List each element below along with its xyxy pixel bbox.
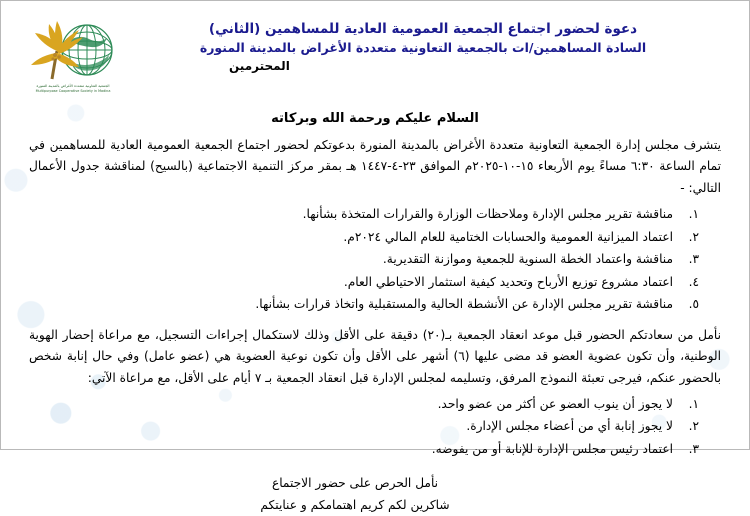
closing-line-2: شاكرين لكم كريم اهتمامكم و عنايتكم xyxy=(260,497,450,512)
list-item: مناقشة تقرير مجلس الإدارة وملاحظات الوزارة والقرارات المتخذة بشأنها. xyxy=(302,207,673,222)
list-item: اعتماد الميزانية العمومية والحسابات الختامية للعام المالي ٢٠٢٤م. xyxy=(343,229,673,244)
logo-graphic xyxy=(25,17,121,83)
respect-word: المحترمين xyxy=(229,59,290,73)
logo-caption xyxy=(25,84,121,93)
intro-paragraph: يتشرف مجلس إدارة الجمعية التعاونية متعددة الأغراض بالمدينة المنورة بدعوتكم لحضور اجتماع الجمعية العمومية العادية للمساهمين في تمام الساعة ٦:٣٠ مساءً يوم الأربعاء ١٥-١٠-٢٠٢٥م الموافق ٢٣-٤-١٤٤٧ هـ بمقر مركز التنمية الاجتماعية (بالسيح) لمناقشة جدول الأعمال التالي: - xyxy=(29,138,722,195)
list-item: اعتماد مشروع توزيع الأرباح وتحديد كيفية استثمار الاحتياطي العام. xyxy=(343,274,673,289)
greeting-line: السلام عليكم ورحمة الله وبركاته xyxy=(271,111,479,126)
agenda-list xyxy=(51,203,699,316)
notice-paragraph: نأمل من سعادتكم الحضور قبل موعد انعقاد الجمعية بـ(٢٠) دقيقة على الأقل وذلك لاستكمال إجراءات التسجيل، مع مراعاة إحضار الهوية الوطنية، وأن تكون عضوية العضو قد مضى عليها (٦) أشهر على الأقل وأن تكون نوعية العضوية هي (عضو عامل) وفي حال إنابة شخص بالحضور عنكم، فيرجى تعبئة النموذج المرفق، وتسليمه لمجلس الإدارة قبل انعقاد الجمعية بـ ٧ أيام على الأقل، مع مراعاة الآتي: xyxy=(29,327,722,385)
header-titles xyxy=(121,15,725,73)
page-subtitle: السادة المساهمين/ات بالجمعية التعاونية متعددة الأغراض بالمدينة المنورة xyxy=(199,40,647,56)
list-item: لا يجوز إنابة أي من أعضاء مجلس الإدارة. xyxy=(466,419,673,434)
list-item: مناقشة تقرير مجلس الإدارة عن الأنشطة الحالية والمستقبلية واتخاذ قرارات بشأنها. xyxy=(255,297,673,312)
list-item: لا يجوز أن ينوب العضو عن أكثر من عضو واحد. xyxy=(437,396,673,411)
closing-line-1: نأمل الحرص على حضور الاجتماع xyxy=(271,475,439,490)
conditions-list xyxy=(51,393,699,461)
list-item: مناقشة واعتماد الخطة السنوية للجمعية وموازنة التقديرية. xyxy=(382,252,673,267)
document-header xyxy=(25,15,725,103)
page-title: دعوة لحضور اجتماع الجمعية العمومية العادية للمساهمين (الثاني) xyxy=(208,21,638,37)
logo-caption-en: Multipurpose Cooperative Society in Madina xyxy=(35,88,111,93)
logo-caption-ar: الجمعية التعاونية متعددة الأغراض بالمدينة المنورة xyxy=(36,84,110,88)
document-body xyxy=(1,1,749,512)
closing-block xyxy=(25,473,725,516)
list-item: اعتماد رئيس مجلس الإدارة للإنابة أو من يفوضه. xyxy=(431,442,673,456)
cooperative-society-logo xyxy=(25,17,121,103)
